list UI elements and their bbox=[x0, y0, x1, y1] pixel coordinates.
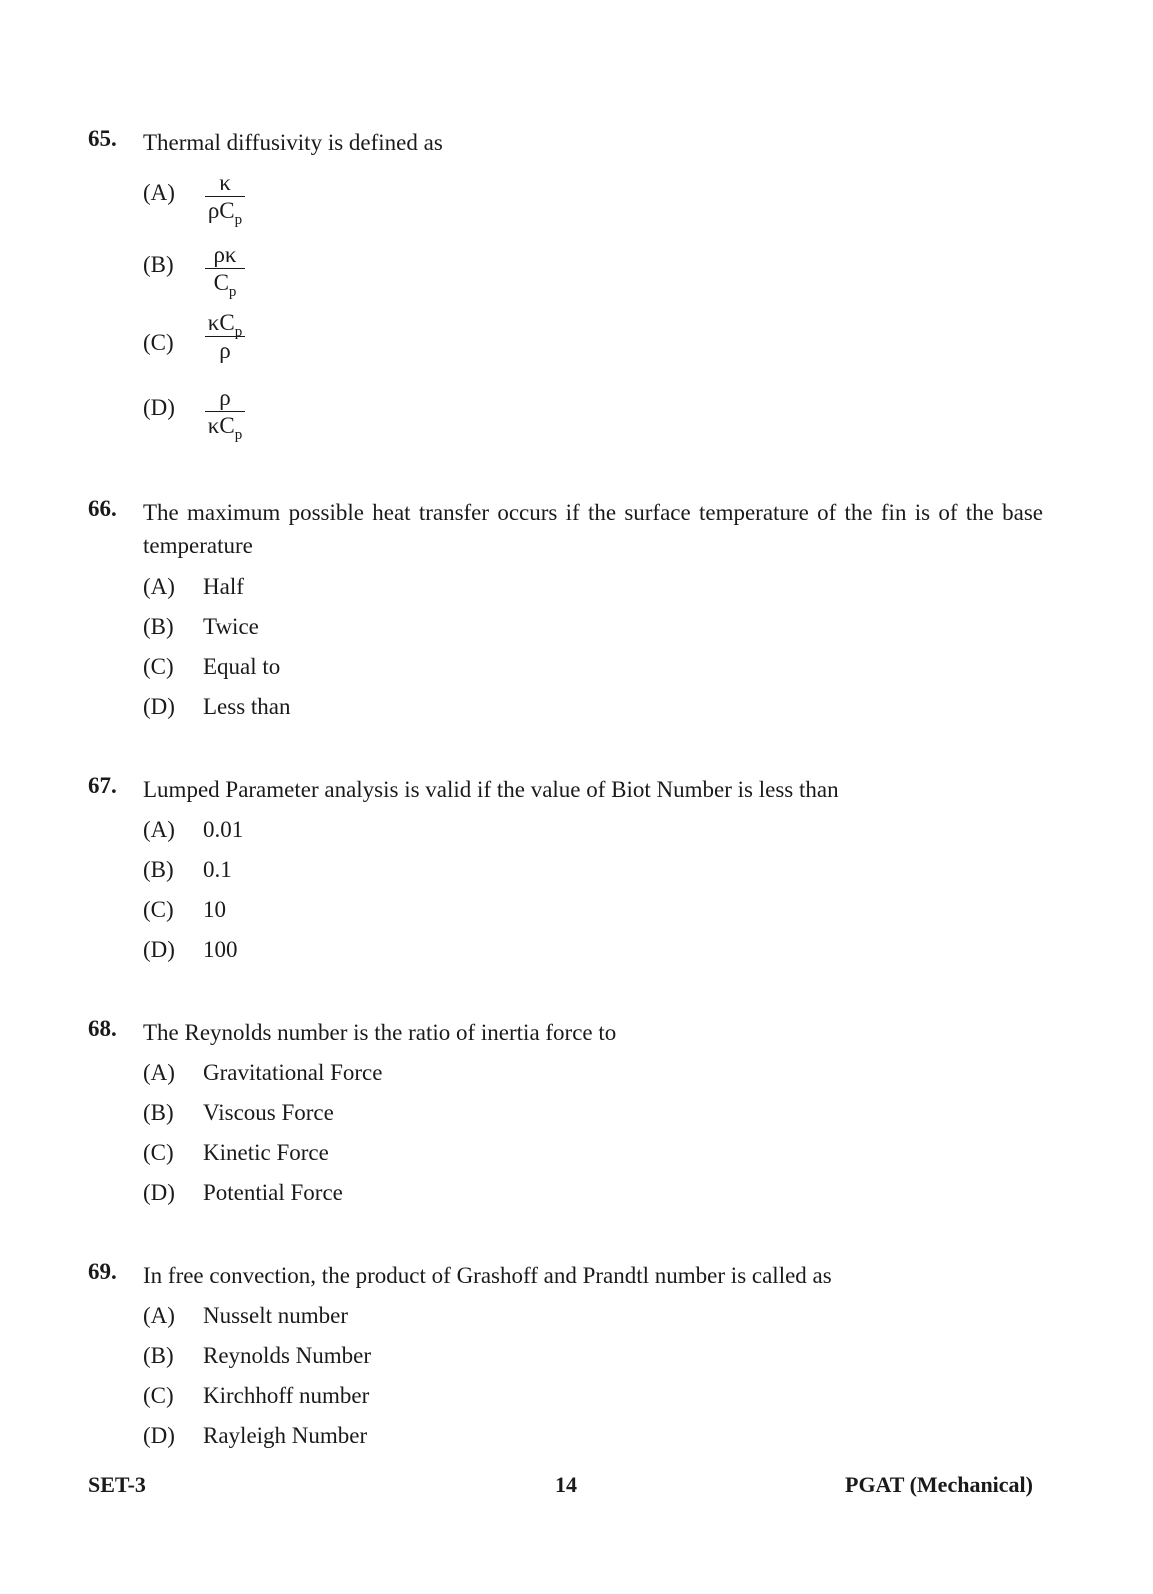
option-label: (B) bbox=[143, 1343, 174, 1368]
option-label: (A) bbox=[143, 1060, 175, 1085]
option-text: 10 bbox=[203, 897, 226, 922]
option-text: 0.1 bbox=[203, 857, 232, 882]
footer-exam-title: PGAT (Mechanical) bbox=[845, 1472, 1033, 1497]
option-label: (A) bbox=[143, 574, 175, 599]
question-text: The Reynolds number is the ratio of inertia force to bbox=[143, 1020, 617, 1045]
option-label: (B) bbox=[143, 1100, 174, 1125]
denominator: $\rho C_p$ bbox=[207, 198, 243, 228]
option-d bbox=[143, 935, 238, 965]
numerator: $\kappa C_p$ bbox=[207, 310, 243, 340]
option-b bbox=[143, 612, 259, 642]
option-label: (D) bbox=[143, 694, 175, 719]
option-a bbox=[143, 1058, 382, 1088]
option-text: Viscous Force bbox=[203, 1100, 334, 1125]
option-d bbox=[143, 692, 291, 722]
option-text: Equal to bbox=[203, 654, 281, 679]
option-text: Rayleigh Number bbox=[203, 1423, 368, 1448]
option-label: (A) bbox=[143, 180, 175, 205]
option-d bbox=[143, 1178, 343, 1208]
option-a bbox=[143, 815, 243, 845]
question-number: 68. bbox=[88, 1016, 117, 1041]
denominator: $C_p$ bbox=[213, 270, 237, 300]
option-text: Kinetic Force bbox=[203, 1140, 329, 1165]
option-b bbox=[143, 855, 232, 885]
option-label: (C) bbox=[143, 1383, 174, 1408]
option-label: (B) bbox=[143, 857, 174, 882]
option-a bbox=[143, 1301, 348, 1331]
option-label: (B) bbox=[143, 252, 174, 277]
denominator: $\kappa C_p$ bbox=[207, 413, 243, 443]
question-number: 67. bbox=[88, 773, 117, 798]
option-label: (C) bbox=[143, 1140, 174, 1165]
option-label: (D) bbox=[143, 1423, 175, 1448]
option-label: (D) bbox=[143, 1180, 175, 1205]
option-text: 100 bbox=[203, 937, 238, 962]
numerator: ρ bbox=[219, 385, 231, 410]
formula-fraction bbox=[203, 170, 247, 228]
formula-fraction bbox=[203, 310, 247, 365]
option-text: Nusselt number bbox=[203, 1303, 349, 1328]
option-label: (A) bbox=[143, 817, 175, 842]
option-text: Kirchhoff number bbox=[203, 1383, 370, 1408]
question-text: Lumped Parameter analysis is valid if the value of Biot Number is less than bbox=[143, 777, 839, 802]
question-number: 66. bbox=[88, 496, 117, 521]
option-text: Gravitational Force bbox=[203, 1060, 383, 1085]
question-text: Thermal diffusivity is defined as bbox=[143, 130, 443, 155]
option-c bbox=[143, 895, 226, 925]
option-label: (B) bbox=[143, 614, 174, 639]
option-text: Reynolds Number bbox=[203, 1343, 372, 1368]
footer-set-label: SET-3 bbox=[88, 1472, 146, 1497]
option-label: (C) bbox=[143, 897, 174, 922]
question-number: 65. bbox=[88, 126, 117, 151]
option-label: (D) bbox=[143, 937, 175, 962]
denominator: ρ bbox=[219, 338, 231, 363]
numerator: ρκ bbox=[213, 242, 237, 267]
option-label: (C) bbox=[143, 330, 174, 355]
footer-page-number: 14 bbox=[555, 1472, 577, 1497]
question-text: The maximum possible heat transfer occurs if the surface temperature of the fin is of the base temperature bbox=[143, 500, 1043, 558]
option-label: (C) bbox=[143, 654, 174, 679]
question-number: 69. bbox=[88, 1259, 117, 1284]
option-label: (A) bbox=[143, 1303, 175, 1328]
numerator: κ bbox=[219, 170, 231, 195]
option-a bbox=[143, 572, 244, 602]
option-b bbox=[143, 1341, 371, 1371]
option-text: Half bbox=[203, 574, 244, 599]
question-text: In free convection, the product of Grashoff and Prandtl number is called as bbox=[143, 1263, 832, 1288]
option-text: Less than bbox=[203, 694, 291, 719]
option-text: 0.01 bbox=[203, 817, 244, 842]
option-label: (D) bbox=[143, 395, 175, 420]
option-d bbox=[143, 1421, 367, 1451]
option-b bbox=[143, 1098, 334, 1128]
option-text: Twice bbox=[203, 614, 259, 639]
formula-fraction bbox=[203, 242, 247, 300]
formula-fraction bbox=[203, 385, 247, 443]
option-c bbox=[143, 1138, 329, 1168]
option-c bbox=[143, 1381, 369, 1411]
option-text: Potential Force bbox=[203, 1180, 343, 1205]
option-c bbox=[143, 652, 280, 682]
